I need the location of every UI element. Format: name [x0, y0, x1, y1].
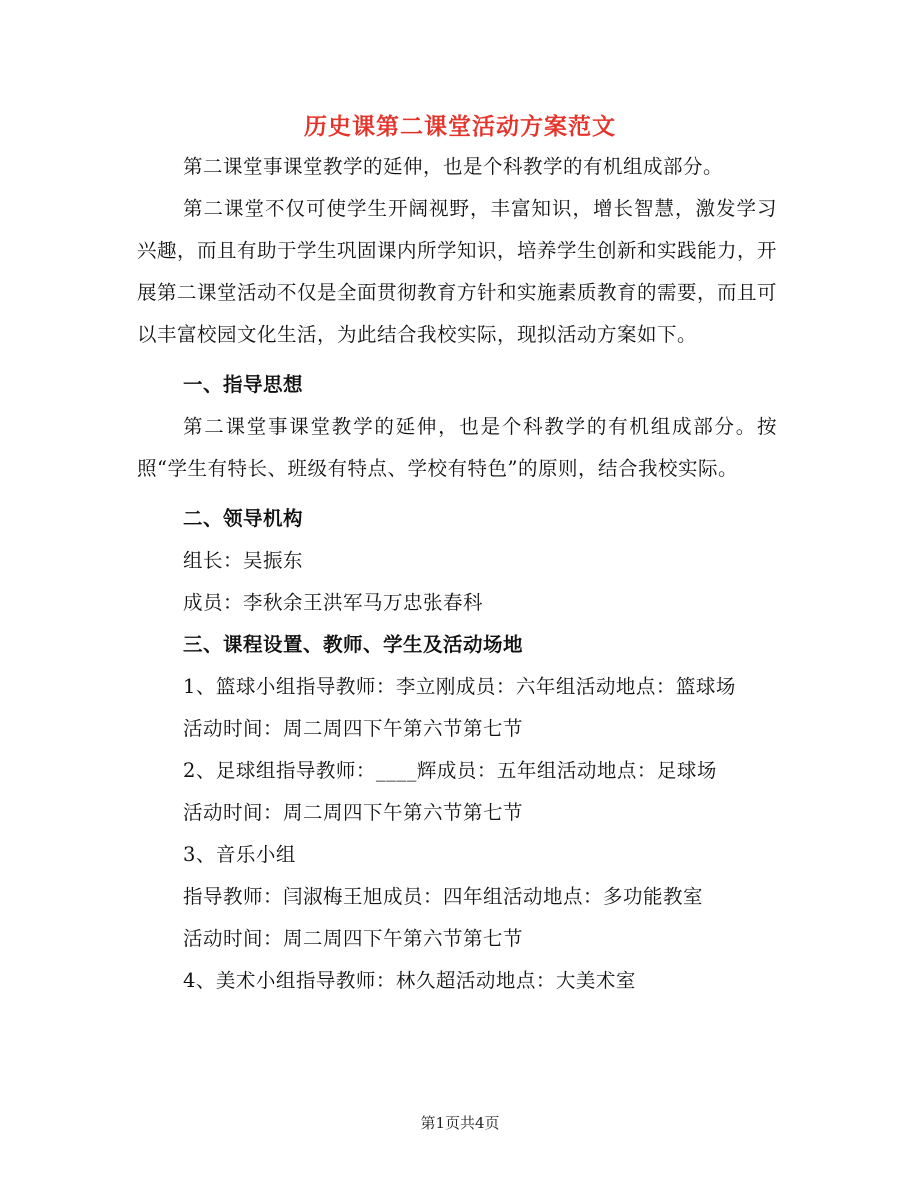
course-line: 活动时间：周二周四下午第六节第七节: [183, 717, 524, 740]
spacer: [137, 490, 777, 498]
members-line: 成员：李秋余王洪军马万忠张春科: [183, 591, 484, 614]
page-indicator: 第1页共4页: [420, 1114, 500, 1132]
document-body: [137, 146, 777, 1002]
spacer: [137, 356, 777, 364]
course-line: 1、篮球小组指导教师：李立刚成员：六年组活动地点：篮球场: [183, 675, 736, 698]
section-3-heading: 三、课程设置、教师、学生及活动场地: [183, 633, 524, 656]
section-1-text: 第二课堂事课堂教学的延伸，也是个科教学的有机组成部分。按照“学生有特长、班级有特点、学校有特色”的原则，结合我校实际。: [137, 415, 777, 480]
leader-line: 组长：吴振东: [183, 549, 304, 572]
intro-paragraph-2: 第二课堂不仅可使学生开阔视野，丰富知识，增长智慧，激发学习兴趣，而且有助于学生巩固课内所学知识，培养学生创新和实践能力，开展第二课堂活动不仅是全面贯彻教育方针和实施素质教育的需要，而且可以丰富校园文化生活，为此结合我校实际，现拟活动方案如下。: [137, 197, 778, 346]
course-line: 3、音乐小组: [183, 843, 296, 866]
intro-paragraph-1: 第二课堂事课堂教学的延伸，也是个科教学的有机组成部分。: [183, 155, 724, 178]
course-line: 活动时间：周二周四下午第六节第七节: [183, 927, 524, 950]
course-line: 指导教师：闫淑梅王旭成员：四年组活动地点：多功能教室: [183, 885, 704, 908]
course-line: 2、足球组指导教师：____辉成员：五年组活动地点：足球场: [183, 759, 717, 782]
section-2-heading: 二、领导机构: [183, 507, 304, 530]
document-title: 历史课第二课堂活动方案范文: [304, 113, 616, 140]
section-1-heading: 一、指导思想: [183, 373, 304, 396]
course-line: 活动时间：周二周四下午第六节第七节: [183, 801, 524, 824]
course-line: 4、美术小组指导教师：林久超活动地点：大美术室: [183, 969, 636, 992]
